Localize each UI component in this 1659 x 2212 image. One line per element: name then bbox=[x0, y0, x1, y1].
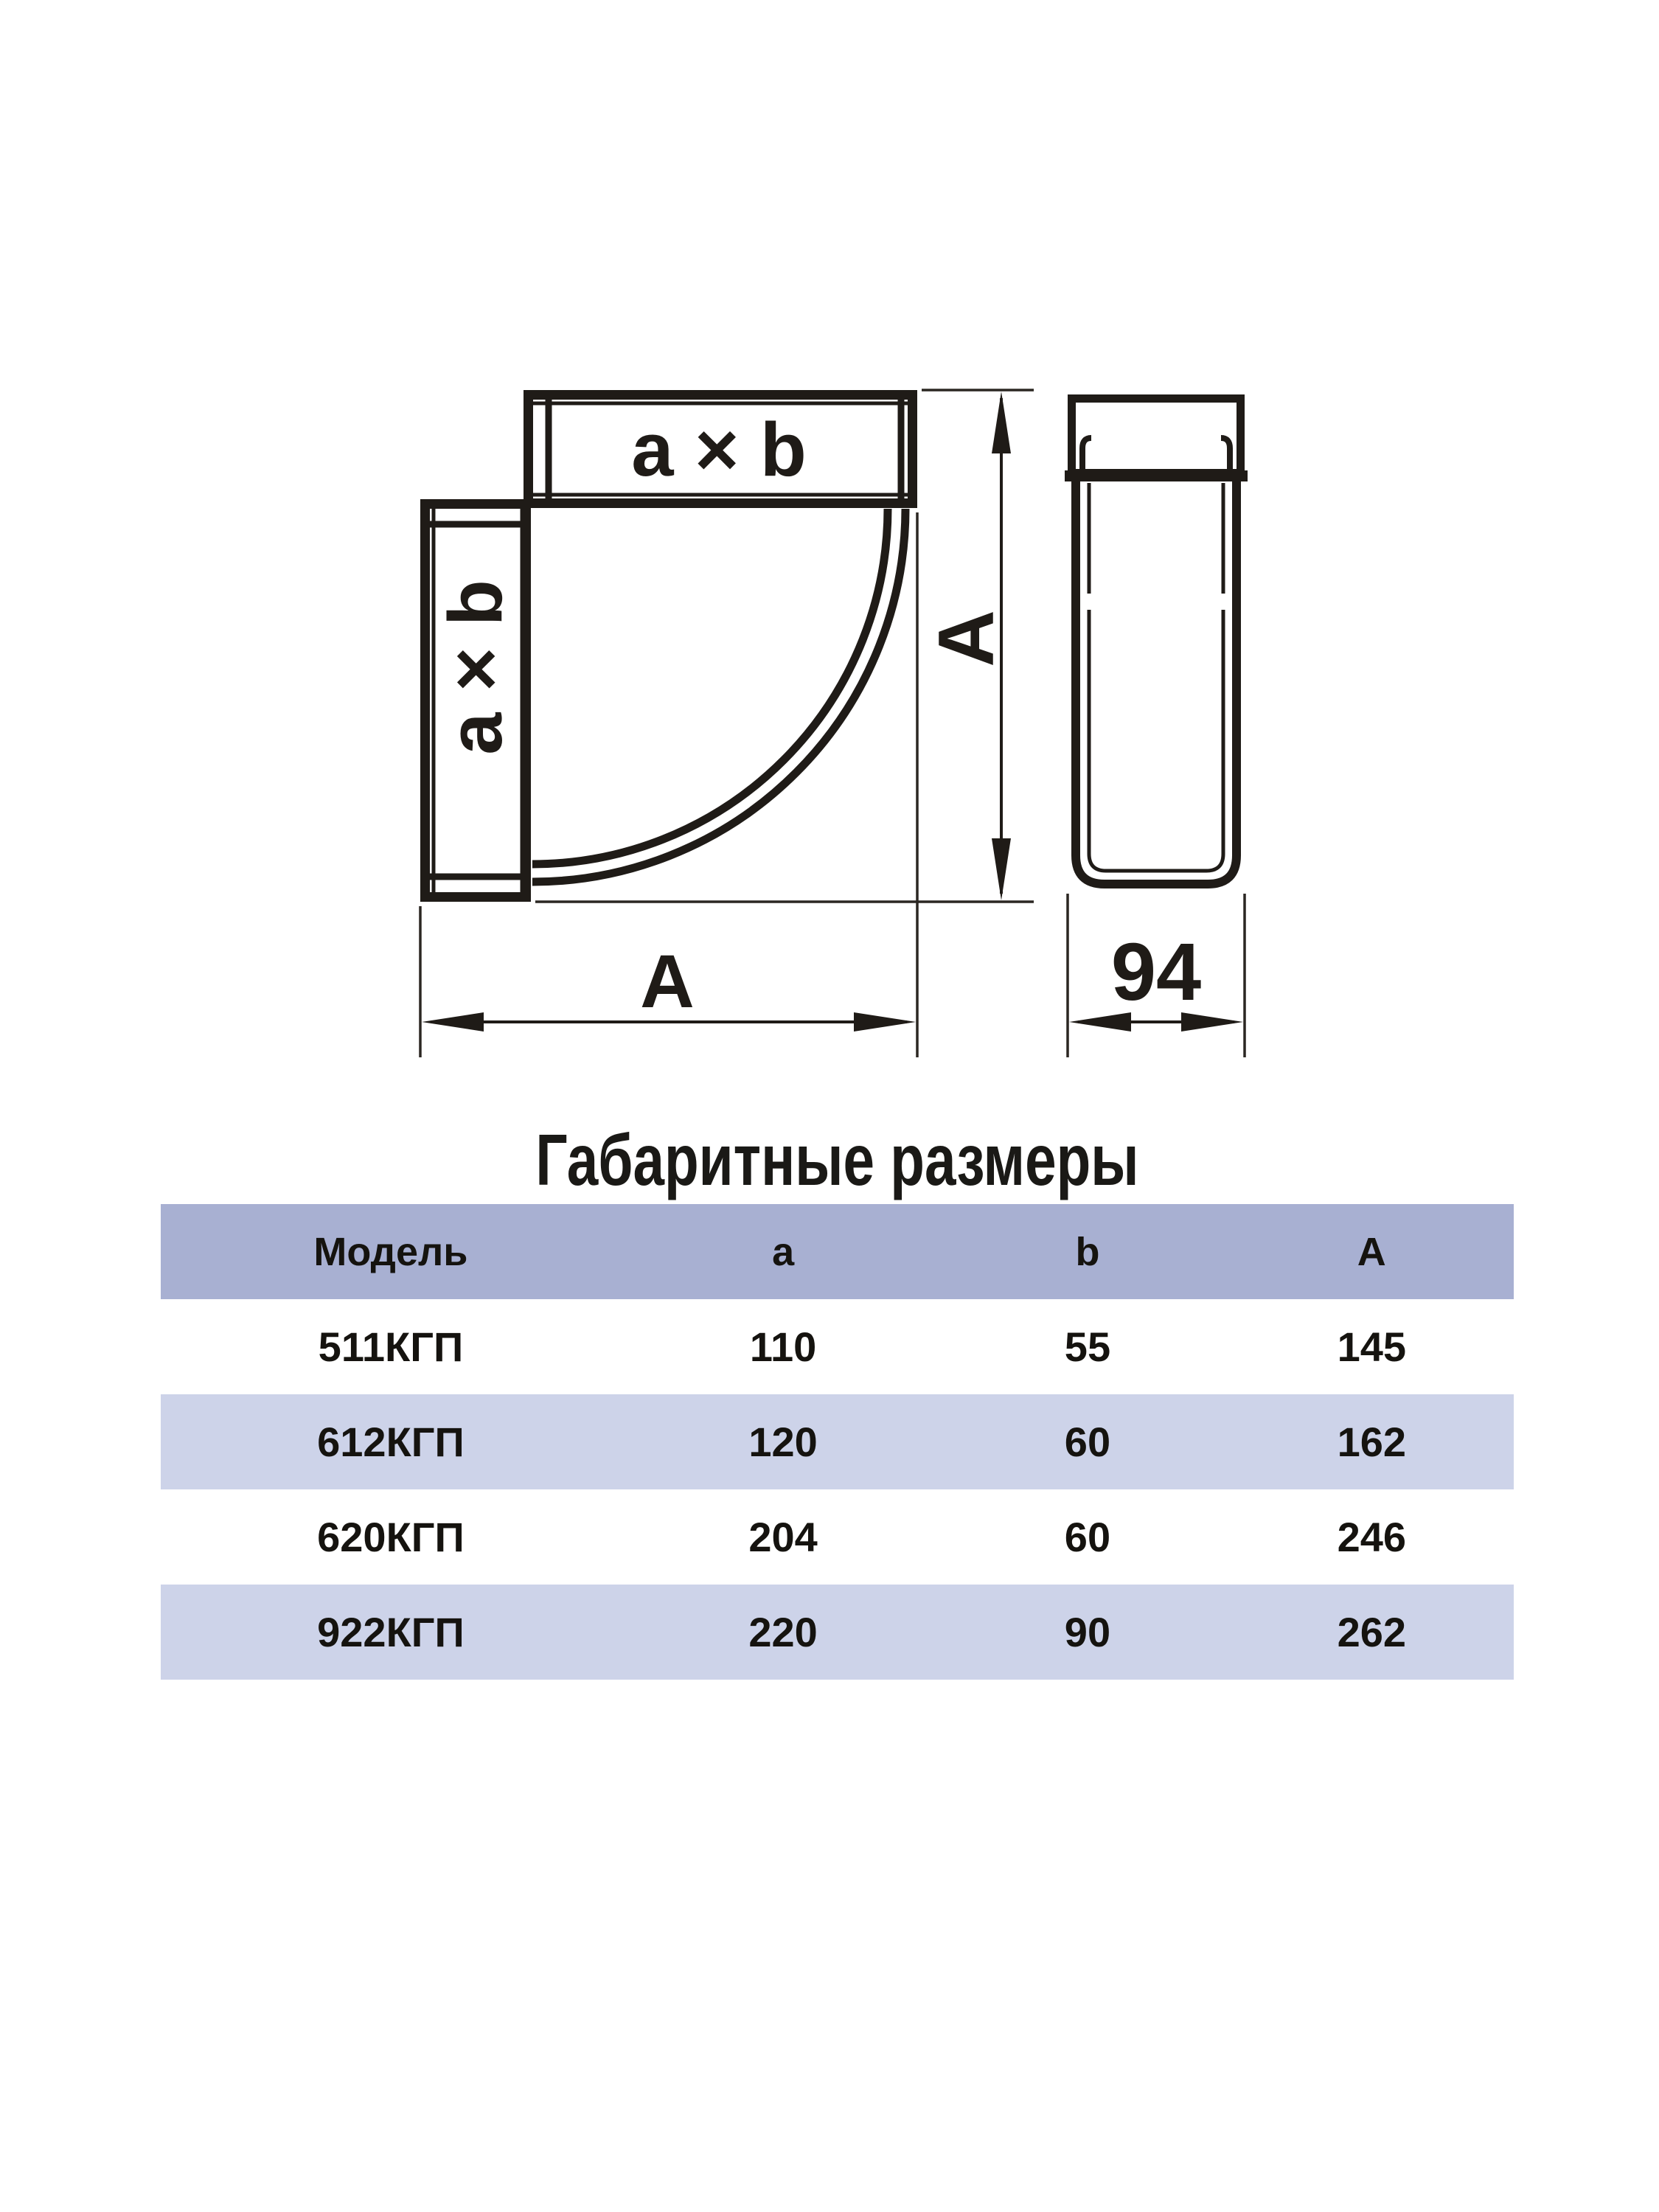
dim-vertical-label: A bbox=[922, 610, 1010, 667]
cell-model: 620КГП bbox=[317, 1514, 465, 1560]
cell-a: 204 bbox=[748, 1514, 818, 1560]
header-model: Модель bbox=[313, 1229, 468, 1274]
cell-A: 246 bbox=[1337, 1514, 1407, 1560]
cell-b: 55 bbox=[1064, 1324, 1111, 1370]
dim-side-width-label: 94 bbox=[1110, 927, 1202, 1018]
dim-horizontal-label: A bbox=[640, 939, 695, 1023]
cell-model: 922КГП bbox=[317, 1609, 465, 1655]
cell-model: 612КГП bbox=[317, 1419, 465, 1465]
header-a: a bbox=[772, 1229, 795, 1274]
table-row bbox=[161, 1394, 1514, 1489]
dimensions-table bbox=[161, 1204, 1514, 1680]
dimension-side-width bbox=[1069, 927, 1243, 1032]
table-row bbox=[161, 1585, 1514, 1680]
cell-A: 162 bbox=[1337, 1419, 1407, 1465]
table-row bbox=[161, 1489, 1514, 1585]
side-view bbox=[1065, 399, 1248, 885]
cell-A: 145 bbox=[1337, 1324, 1407, 1370]
left-port bbox=[425, 504, 526, 897]
table-header-row bbox=[161, 1204, 1514, 1299]
cell-b: 60 bbox=[1064, 1419, 1111, 1465]
cell-model: 511КГП bbox=[318, 1324, 464, 1370]
cell-A: 262 bbox=[1337, 1609, 1407, 1655]
cell-a: 110 bbox=[749, 1324, 817, 1370]
cell-b: 90 bbox=[1064, 1609, 1111, 1655]
table-row bbox=[161, 1299, 1514, 1394]
section-title: Габаритные размеры bbox=[535, 1119, 1139, 1200]
top-port-size-label: a × b bbox=[631, 407, 807, 492]
header-b: b bbox=[1075, 1229, 1100, 1274]
elbow-arc bbox=[532, 509, 905, 882]
top-port bbox=[529, 394, 913, 504]
dimension-horizontal-A bbox=[422, 939, 916, 1032]
left-port-size-label: a × b bbox=[433, 580, 518, 755]
header-A: A bbox=[1357, 1229, 1386, 1274]
dimension-vertical-A bbox=[922, 392, 1011, 900]
cell-b: 60 bbox=[1064, 1514, 1111, 1560]
cell-a: 220 bbox=[748, 1609, 818, 1655]
cell-a: 120 bbox=[748, 1419, 818, 1465]
